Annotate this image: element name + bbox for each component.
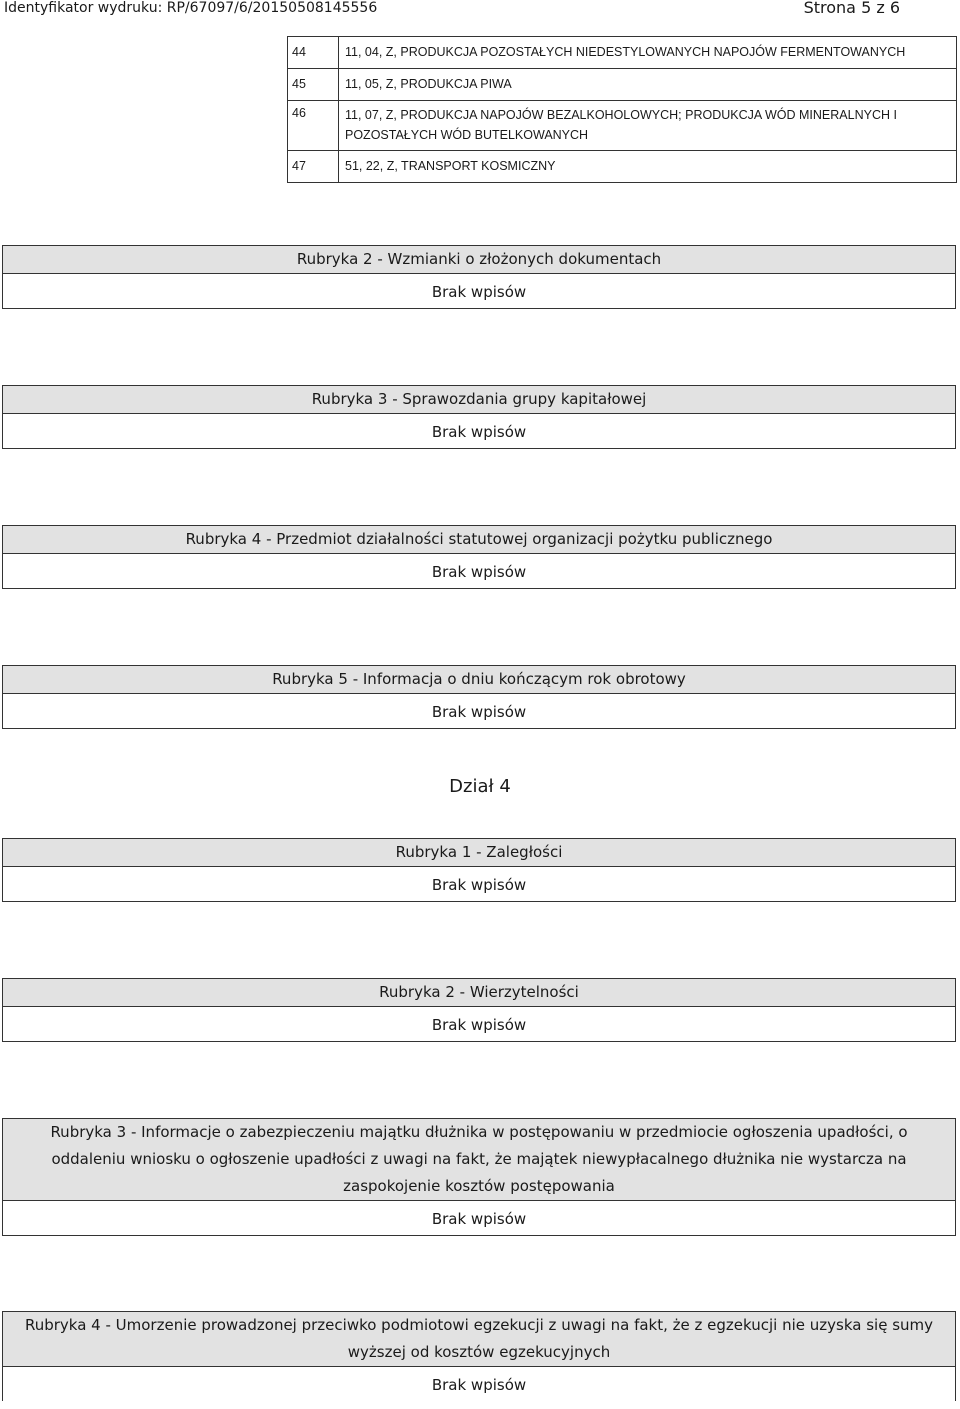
rubryka-value: Brak wpisów	[431, 423, 527, 441]
dzial4-rubryka-3-box	[2, 1118, 956, 1236]
row-number: 45	[288, 69, 339, 101]
table-row	[288, 151, 957, 183]
row-number: 47	[288, 151, 339, 183]
row-text: 51, 22, Z, TRANSPORT KOSMICZNY	[339, 151, 957, 183]
dzial4-rubryka-1-box	[2, 838, 956, 902]
rubryka-title: Rubryka 4 - Umorzenie prowadzonej przeciwko podmiotowi egzekucji z uwagi na fakt, że z egzekucji nie uzyska się sumy wyższej od kosztów egzekucyjnych	[3, 1312, 955, 1367]
row-number: 46	[288, 101, 339, 151]
dzial4-rubryka-2-box	[2, 978, 956, 1042]
row-text: 11, 07, Z, PRODUKCJA NAPOJÓW BEZALKOHOLOWYCH; PRODUKCJA WÓD MINERALNYCH I POZOSTAŁYCH WÓD BUTELKOWANYCH	[339, 101, 957, 151]
page-number: Strona 5 z 6	[803, 0, 900, 17]
table-row	[288, 69, 957, 101]
rubryka-title: Rubryka 2 - Wierzytelności	[3, 979, 955, 1007]
rubryka-4-box	[2, 525, 956, 589]
rubryka-value: Brak wpisów	[431, 703, 527, 721]
rubryka-title: Rubryka 3 - Sprawozdania grupy kapitałowej	[3, 386, 955, 414]
rubryka-3-box	[2, 385, 956, 449]
rubryka-2-box	[2, 245, 956, 309]
rubryka-value: Brak wpisów	[431, 1210, 527, 1228]
rubryka-value: Brak wpisów	[431, 1376, 527, 1394]
row-text: 11, 05, Z, PRODUKCJA PIWA	[339, 69, 957, 101]
rubryka-value: Brak wpisów	[431, 563, 527, 581]
rubryka-value: Brak wpisów	[431, 876, 527, 894]
section-heading: Dział 4	[449, 776, 511, 797]
rubryka-value: Brak wpisów	[431, 1016, 527, 1034]
rubryka-value: Brak wpisów	[431, 283, 527, 301]
rubryka-title: Rubryka 4 - Przedmiot działalności statutowej organizacji pożytku publicznego	[3, 526, 955, 554]
rubryka-title: Rubryka 5 - Informacja o dniu kończącym rok obrotowy	[3, 666, 955, 694]
table-row	[288, 37, 957, 69]
dzial4-rubryka-4-box	[2, 1311, 956, 1401]
print-identifier: Identyfikator wydruku: RP/67097/6/20150508145556	[4, 0, 378, 16]
rubryka-title: Rubryka 3 - Informacje o zabezpieczeniu majątku dłużnika w postępowaniu w przedmiocie ogłoszenia upadłości, o oddaleniu wniosku o ogłoszenie upadłości z uwagi na fakt, że majątek niewypłacalnego dłużnika nie wystarcza na zaspokojenie kosztów postępowania	[3, 1119, 955, 1201]
rubryka-title: Rubryka 2 - Wzmianki o złożonych dokumentach	[3, 246, 955, 274]
rubryka-title: Rubryka 1 - Zaległości	[3, 839, 955, 867]
row-text: 11, 04, Z, PRODUKCJA POZOSTAŁYCH NIEDESTYLOWANYCH NAPOJÓW FERMENTOWANYCH	[339, 37, 957, 69]
row-number: 44	[288, 37, 339, 69]
table-row	[288, 101, 957, 151]
pkd-table	[287, 36, 957, 183]
rubryka-5-box	[2, 665, 956, 729]
